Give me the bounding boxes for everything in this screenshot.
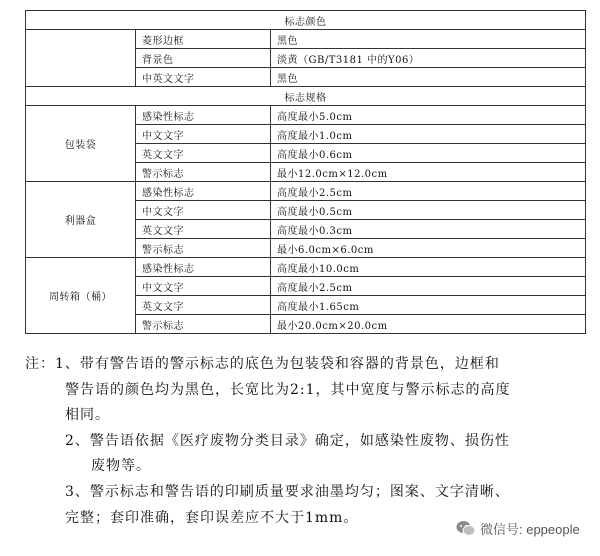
note-line: 2、警告语依据《医疗废物分类目录》确定，如感染性废物、损伤性 bbox=[65, 432, 510, 449]
row-value: 黑色 bbox=[271, 30, 586, 49]
row-item: 感染性标志 bbox=[136, 182, 271, 201]
group-name: 包装袋 bbox=[26, 106, 136, 182]
row-value: 高度最小5.0cm bbox=[271, 106, 586, 125]
wechat-icon bbox=[456, 520, 476, 537]
watermark-text: 微信号: eppeople bbox=[480, 522, 580, 537]
row-item: 英文文字 bbox=[136, 296, 271, 315]
row-item: 中文文字 bbox=[136, 277, 271, 296]
row-value: 高度最小1.65cm bbox=[271, 296, 586, 315]
section-header-color: 标志颜色 bbox=[26, 11, 586, 30]
spec-table bbox=[25, 10, 586, 334]
row-value: 最小20.0cm×20.0cm bbox=[271, 315, 586, 334]
row-item: 中文文字 bbox=[136, 201, 271, 220]
row-value: 黑色 bbox=[271, 68, 586, 87]
note-line: 注：1、带有警告语的警示标志的底色为包装袋和容器的背景色，边框和 bbox=[25, 356, 500, 372]
row-value: 高度最小2.5cm bbox=[271, 182, 586, 201]
row-item: 中文文字 bbox=[136, 125, 271, 144]
row-value: 高度最小1.0cm bbox=[271, 125, 586, 144]
section-header-spec: 标志规格 bbox=[26, 87, 586, 106]
blank-cell bbox=[26, 30, 136, 87]
row-item: 感染性标志 bbox=[136, 106, 271, 125]
row-value: 最小6.0cm×6.0cm bbox=[271, 239, 586, 258]
row-value: 高度最小0.6cm bbox=[271, 144, 586, 163]
group-name: 利器盒 bbox=[26, 182, 136, 258]
row-item: 背景色 bbox=[136, 49, 271, 68]
note-line: 3、警示标志和警告语的印刷质量要求油墨均匀；图案、文字清晰、 bbox=[65, 483, 510, 500]
notes bbox=[25, 352, 585, 531]
row-value: 高度最小0.5cm bbox=[271, 201, 586, 220]
row-item: 英文文字 bbox=[136, 144, 271, 163]
row-item: 菱形边框 bbox=[136, 30, 271, 49]
row-value: 淡黄（GB/T3181 中的Y06） bbox=[271, 49, 586, 68]
note-line: 完整；套印准确，套印误差应不大于1mm。 bbox=[65, 509, 359, 526]
row-item: 警示标志 bbox=[136, 315, 271, 334]
row-item: 英文文字 bbox=[136, 220, 271, 239]
row-value: 高度最小2.5cm bbox=[271, 277, 586, 296]
row-item: 感染性标志 bbox=[136, 258, 271, 277]
row-value: 高度最小0.3cm bbox=[271, 220, 586, 239]
row-value: 高度最小10.0cm bbox=[271, 258, 586, 277]
row-item: 中英文文字 bbox=[136, 68, 271, 87]
note-line: 警告语的颜色均为黑色，长宽比为2:1，其中宽度与警示标志的高度 bbox=[65, 381, 511, 398]
wechat-watermark bbox=[456, 519, 580, 538]
row-item: 警示标志 bbox=[136, 163, 271, 182]
note-line: 废物等。 bbox=[91, 458, 151, 475]
note-line: 相同。 bbox=[65, 407, 110, 424]
row-item: 警示标志 bbox=[136, 239, 271, 258]
group-name: 周转箱（桶） bbox=[26, 258, 136, 334]
row-value: 最小12.0cm×12.0cm bbox=[271, 163, 586, 182]
